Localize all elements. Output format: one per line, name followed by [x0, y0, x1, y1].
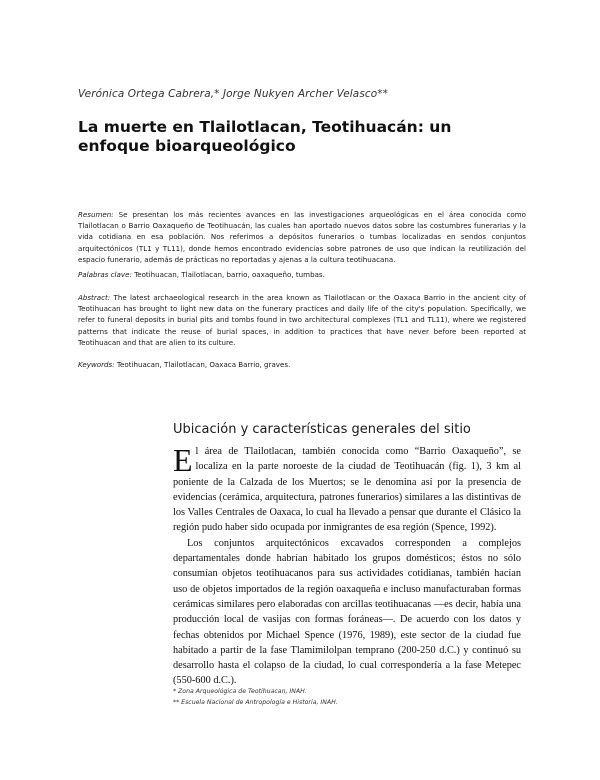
palabras-clave-text: Teotihuacan, Tlailotlacan, barrio, oaxaqueño, tumbas.: [131, 270, 325, 279]
keywords-label: Keywords:: [78, 360, 115, 369]
resumen-text: Se presentan los más recientes avances en las investigaciones arqueológicas en el área conocida como Tlailotlacan o Barrio Oaxaqueño de Teotihuacán, las cuales han aportado nuevos datos sobre las costumbres funerarias y la vida cotidiana en esa población. Nos referimos a depósitos funerarios o tumbas localizadas en sendos conjuntos arquitectónicos (TL1 y TL11), donde hemos encontrado evidencias sobre patrones de uso que indican la reutilización del espacio funerario, además de prácticas no reportadas y ajenas a la cultura teotihuacana.: [78, 210, 526, 264]
abstract-label: Abstract:: [78, 293, 111, 302]
resumen-label: Resumen:: [78, 210, 114, 219]
palabras-clave-block: [78, 269, 526, 280]
resumen-block: [78, 209, 526, 265]
section-heading: Ubicación y características generales del sitio: [173, 422, 471, 437]
body-text: [173, 444, 521, 689]
paragraph-2: Los conjuntos arquitectónicos excavados corresponden a complejos departamentales donde habrían habitado los grupos domésticos; éstos no sólo consumían objetos teotihuacanos para sus actividades cotidianas, también hacían uso de objetos importados de la región oaxaqueña e incluso manufacturaban formas cerámicas similares pero elaboradas con arcillas teotihuacanas —es decir, había una producción local de vasijas con formas foráneas—. De acuerdo con los datos y fechas obtenidos por Michael Spence (1976, 1989), este sector de la ciudad fue habitado a partir de la fase Tlamimilolpan temprano (200-250 d.C.) y continuó su desarrollo hasta el colapso de la ciudad, lo cual correspondería a la fase Metepec (550-600 d.C.).: [173, 537, 521, 687]
footnotes: [173, 686, 523, 708]
keywords-text: Teotihuacan, Tlailotlacan, Oaxaca Barrio, graves.: [114, 360, 291, 369]
authors-line: Verónica Ortega Cabrera,* Jorge Nukyen Archer Velasco**: [78, 88, 389, 100]
paragraph-1-text: l área de Tlailotlacan, también conocida como “Barrio Oaxaqueño”, se localiza en la parte noroeste de la ciudad de Teotihuacán (fig. 1), 3 km al poniente de la Calzada de los Muertos; se le denomina así por la presencia de evidencias (cerámica, arquitectura, patrones funerarios) similares a las distintivas de los Valles Centrales de Oaxaca, lo cual ha llevado a pensar que durante el Clásico la región pudo haber sido ocupada por inmigrantes de esa región (Spence, 1992).: [173, 446, 521, 534]
footnote-1: * Zona Arqueológica de Teotihuacan, INAH.: [173, 688, 307, 695]
keywords-block: [78, 359, 526, 370]
abstract-block: [78, 292, 526, 348]
palabras-clave-label: Palabras clave:: [78, 270, 132, 279]
paragraph-1: [173, 444, 521, 536]
article-title: La muerte en Tlailotlacan, Teotihuacán: un enfoque bioarqueológico: [78, 118, 452, 155]
drop-cap: E: [173, 442, 193, 478]
abstract-text: The latest archaeological research in the area known as Tlailotlacan or the Oaxaca Barrio in the ancient city of Teotihuacan has brought to light new data on the funerary practices and daily life of the city's population. Specifically, we refer to funeral deposits in burial pits and tombs found in two architectural complexes (TL1 and TL11), where we registered patterns that indicate the reuse of burial spaces, in addition to practices that have never before been reported at Teotihuacan and that are alien to its culture.: [78, 293, 526, 347]
footnote-2: ** Escuela Nacional de Antropología e Historia, INAH.: [173, 699, 338, 706]
